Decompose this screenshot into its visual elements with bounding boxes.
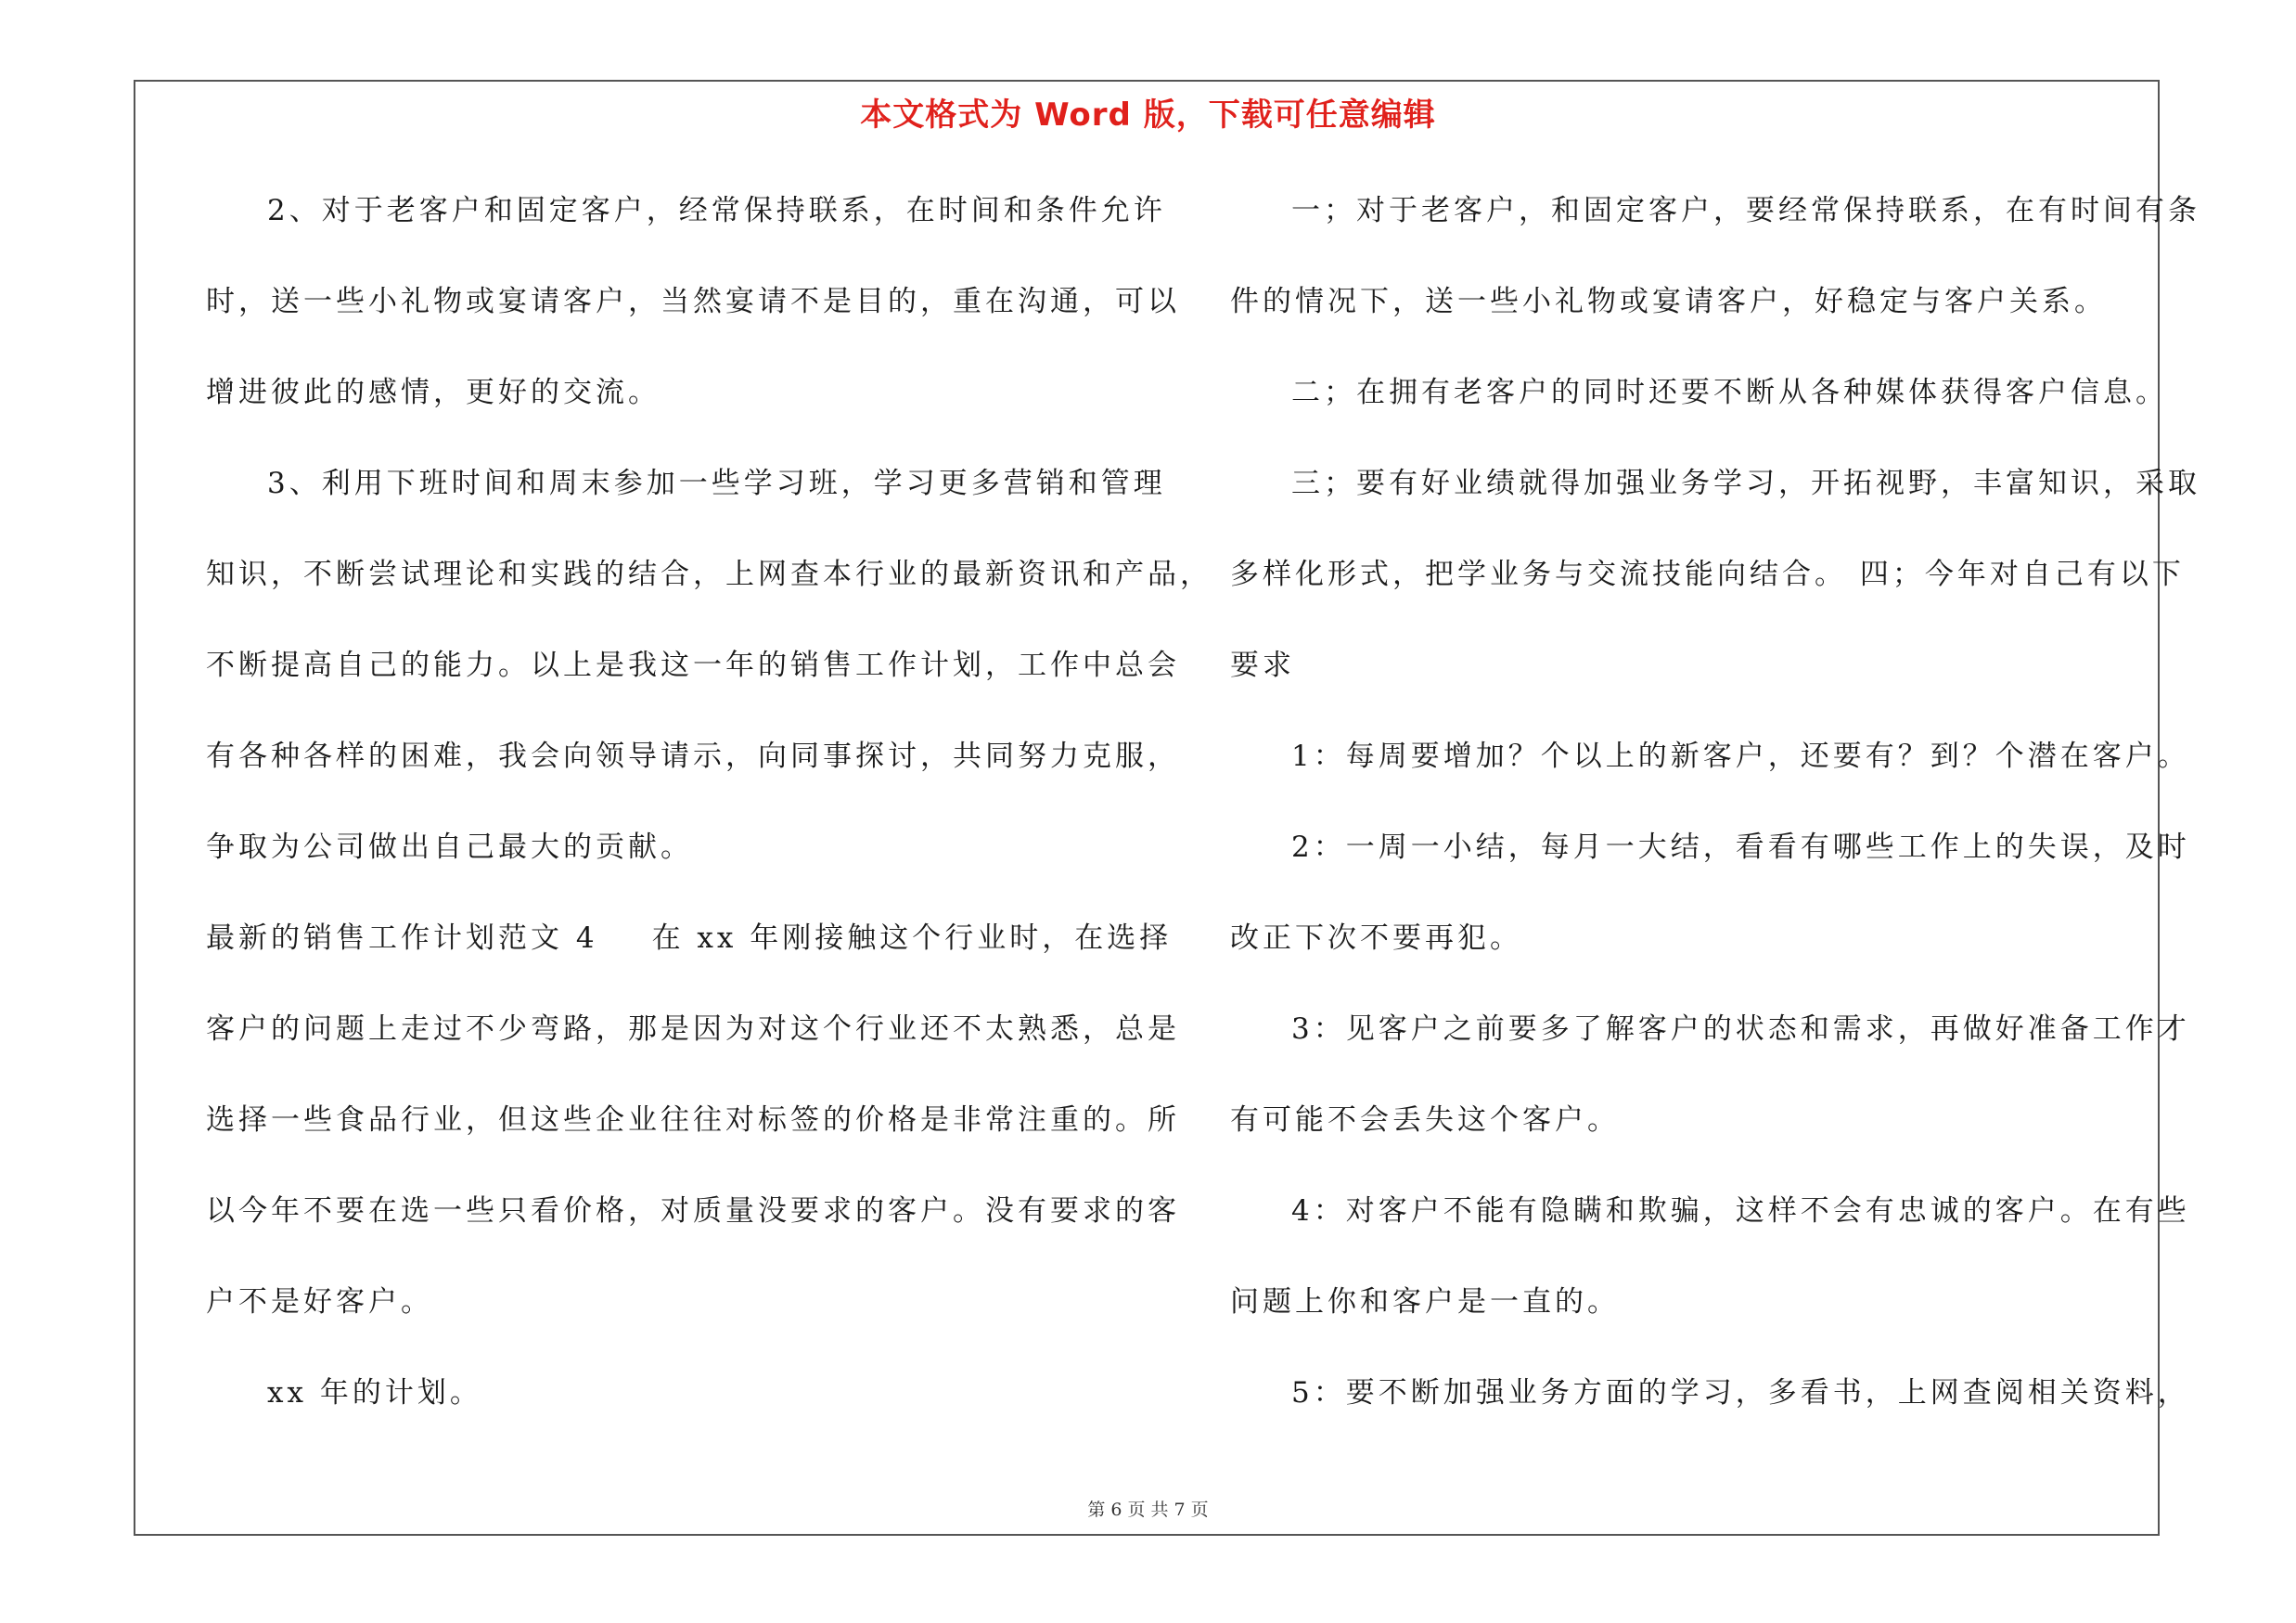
paragraph-line: 户不是好客户。 [206, 1285, 433, 1319]
paragraph-line: 2：一周一小结，每月一大结，看看有哪些工作上的失误，及时 [1291, 831, 2190, 864]
paragraph-line: 问题上你和客户是一直的。 [1230, 1285, 1620, 1319]
left-column [206, 181, 1212, 1454]
paragraph-line: 2、对于老客户和固定客户，经常保持联系，在时间和条件允许 [267, 194, 1166, 227]
paragraph-line: 要求 [1230, 649, 1295, 682]
section-heading: 最新的销售工作计划范文 4 [206, 921, 598, 955]
paragraph-line: 有各种各样的困难，我会向领导请示，向同事探讨，共同努力克服， [206, 740, 1180, 773]
paragraph-line: 三；要有好业绩就得加强业务学习，开拓视野，丰富知识，采取 [1291, 467, 2200, 500]
paragraph-line: 一；对于老客户，和固定客户，要经常保持联系，在有时间有条 [1291, 194, 2200, 227]
paragraph-line: 以今年不要在选一些只看价格，对质量没要求的客户。没有要求的客 [206, 1194, 1180, 1228]
paragraph-line: 3：见客户之前要多了解客户的状态和需求，再做好准备工作才 [1291, 1012, 2190, 1046]
paragraph-line: 1：每周要增加？个以上的新客户，还要有？到？个潜在客户。 [1291, 740, 2190, 773]
paragraph-text: 在 xx 年刚接触这个行业时，在选择 [651, 921, 1173, 955]
header-banner: 本文格式为 Word 版，下载可任意编辑 [860, 97, 1436, 134]
paragraph-line: 争取为公司做出自己最大的贡献。 [206, 831, 693, 864]
paragraph-line: 4：对客户不能有隐瞒和欺骗，这样不会有忠诚的客户。在有些 [1291, 1194, 2190, 1228]
paragraph-line: 多样化形式，把学业务与交流技能向结合。 四；今年对自己有以下 [1230, 558, 2185, 591]
paragraph-line: 时，送一些小礼物或宴请客户，当然宴请不是目的，重在沟通，可以 [206, 285, 1180, 318]
paragraph-line: 增进彼此的感情，更好的交流。 [206, 376, 661, 409]
paragraph-line: 客户的问题上走过不少弯路，那是因为对这个行业还不太熟悉，总是 [206, 1012, 1180, 1046]
paragraph-line: 有可能不会丢失这个客户。 [1230, 1103, 1620, 1137]
section-heading-line [206, 908, 1173, 999]
page-number: 第 6 页 共 7 页 [1087, 1500, 1209, 1520]
paragraph-line: 改正下次不要再犯。 [1230, 921, 1522, 955]
paragraph-line: 不断提高自己的能力。以上是我这一年的销售工作计划，工作中总会 [206, 649, 1180, 682]
paragraph-line: 5：要不断加强业务方面的学习，多看书，上网查阅相关资料， [1291, 1376, 2190, 1410]
paragraph-line: xx 年的计划。 [267, 1376, 482, 1410]
paragraph-line: 二；在拥有老客户的同时还要不断从各种媒体获得客户信息。 [1291, 376, 2168, 409]
right-column [1230, 181, 2200, 1454]
paragraph-line: 3、利用下班时间和周末参加一些学习班，学习更多营销和管理 [267, 467, 1166, 500]
paragraph-line: 件的情况下，送一些小礼物或宴请客户，好稳定与客户关系。 [1230, 285, 2107, 318]
paragraph-line: 选择一些食品行业，但这些企业往往对标签的价格是非常注重的。所 [206, 1103, 1180, 1137]
paragraph-line: 知识，不断尝试理论和实践的结合，上网查本行业的最新资讯和产品， [206, 558, 1212, 591]
